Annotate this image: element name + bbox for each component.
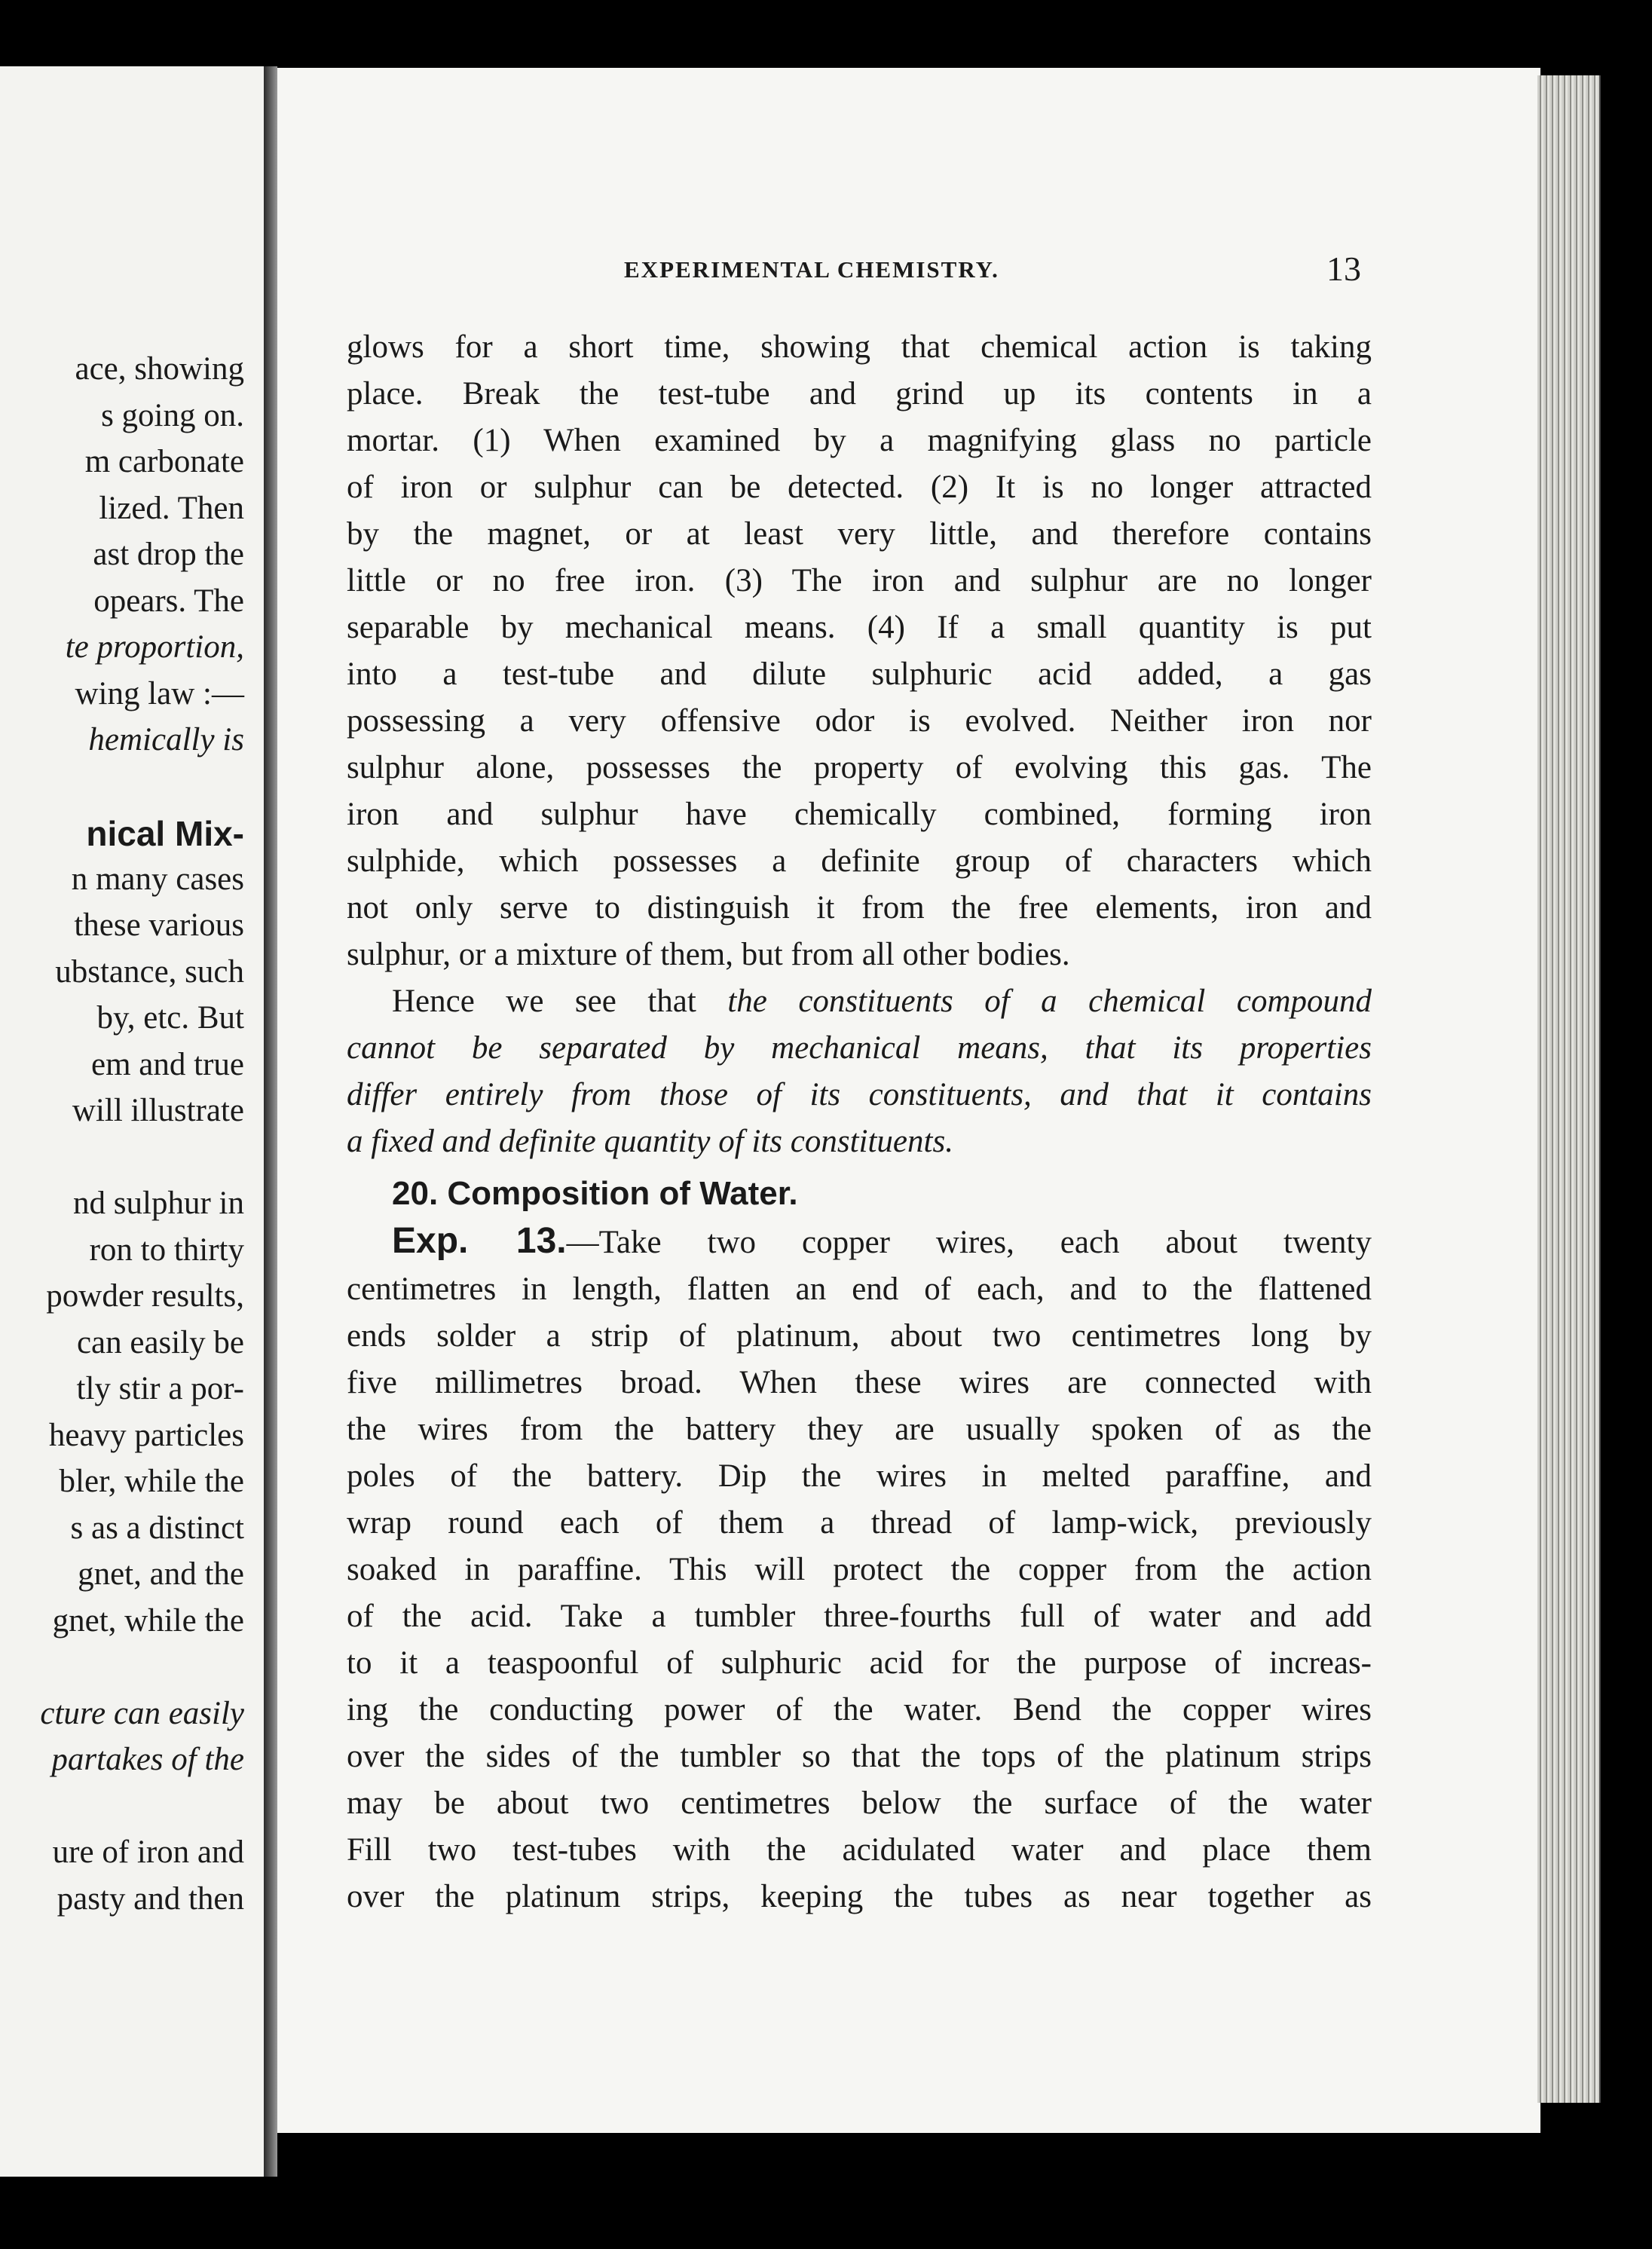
left-page-line: ubstance, such <box>55 953 244 990</box>
italic-text: a fixed and definite quantity of its constituents. <box>347 1124 953 1159</box>
text-line: ends solder a strip of platinum, about two centimetres long by <box>347 1318 1372 1354</box>
exp-first-line: —Take two copper wires, each about twenty <box>566 1225 1372 1260</box>
left-page-line: lized. Then <box>99 490 244 526</box>
left-page-line: ast drop the <box>93 537 244 572</box>
left-page-line: nical Mix- <box>86 814 244 853</box>
book-gutter <box>264 66 277 2177</box>
left-page-line: gnet, while the <box>52 1602 244 1639</box>
text-line: Fill two test-tubes with the acidulated water and place them <box>347 1832 1372 1868</box>
text-line: into a test-tube and dilute sulphuric acid added, a gas <box>347 656 1372 692</box>
left-page-line: m carbonate <box>84 444 244 479</box>
right-page <box>277 68 1540 2133</box>
text-line: five millimetres broad. When these wires are connected with <box>347 1365 1372 1400</box>
page-body <box>347 324 1372 1920</box>
text-line: centimetres in length, flatten an end of each, and to the flattened <box>347 1271 1372 1307</box>
left-page-line: tly stir a por- <box>76 1371 244 1406</box>
text-line <box>347 1118 1372 1165</box>
text-line: the wires from the battery they are usually spoken of as the <box>347 1412 1372 1447</box>
paragraph-experiment-13 <box>347 1218 1372 1920</box>
left-page-line: wing law :— <box>75 675 244 711</box>
experiment-label: Exp. 13. <box>392 1221 567 1261</box>
left-page-line: opears. The <box>93 583 244 619</box>
lead-text: Hence we see that <box>392 984 696 1019</box>
left-page-line: can easily be <box>76 1324 244 1360</box>
text-line: sulphur, or a mixture of them, but from all other bodies. <box>347 937 1070 972</box>
text-line <box>347 1218 1372 1266</box>
left-page-line: nd sulphur in <box>73 1186 244 1221</box>
text-line: not only serve to distinguish it from the free elements, iron and <box>347 890 1372 926</box>
italic-text: cannot be separated by mechanical means, that its properties <box>347 1030 1372 1066</box>
text-line: ing the conducting power of the water. Bend the copper wires <box>347 1692 1372 1727</box>
text-line: over the platinum strips, keeping the tubes as near together as <box>347 1879 1372 1914</box>
left-page-line: heavy particles <box>48 1417 244 1453</box>
left-page-line: s as a distinct <box>70 1510 244 1546</box>
italic-text: the constituents of a chemical compound <box>727 984 1372 1019</box>
left-page-line: will illustrate <box>72 1093 244 1128</box>
text-line <box>347 1072 1372 1118</box>
italic-text: differ entirely from those of its constituents, and that it contains <box>347 1077 1372 1112</box>
left-page-line: cture can easily <box>40 1695 244 1731</box>
text-line: by the magnet, or at least very little, and therefore contains <box>347 516 1372 552</box>
left-page-line: hemically is <box>88 722 244 757</box>
text-line: of the acid. Take a tumbler three-fourths full of water and add <box>347 1599 1372 1634</box>
text-line <box>347 978 1372 1025</box>
text-line: mortar. (1) When examined by a magnifying glass no particle <box>347 423 1372 458</box>
text-line: may be about two centimetres below the surface of the water <box>347 1785 1372 1821</box>
text-line: sulphur alone, possesses the property of evolving this gas. The <box>347 750 1372 785</box>
left-page-fragment <box>0 66 264 2177</box>
running-header: EXPERIMENTAL CHEMISTRY. <box>624 256 999 283</box>
text-line: little or no free iron. (3) The iron and sulphur are no longer <box>347 563 1372 598</box>
left-page-line: n many cases <box>71 861 244 897</box>
page-number: 13 <box>1326 249 1361 288</box>
left-page-line: ure of iron and <box>52 1834 244 1870</box>
page-edges <box>1537 75 1601 2103</box>
text-line: of iron or sulphur can be detected. (2) It is no longer attracted <box>347 470 1372 505</box>
left-page-line: pasty and then <box>57 1880 244 1917</box>
text-line <box>347 1025 1372 1072</box>
left-page-line: em and true <box>91 1046 244 1082</box>
text-line: soaked in paraffine. This will protect the copper from the action <box>347 1552 1372 1587</box>
left-page-line: gnet, and the <box>78 1556 244 1592</box>
left-page-line: ace, showing <box>75 351 244 387</box>
text-line: place. Break the test-tube and grind up its contents in a <box>347 376 1372 412</box>
left-page-line: bler, while the <box>59 1464 244 1499</box>
paragraph-compound-definition <box>347 978 1372 1165</box>
left-page-line: s going on. <box>101 397 244 433</box>
text-line: to it a teaspoonful of sulphuric acid for the purpose of increas- <box>347 1645 1372 1681</box>
text-line: glows for a short time, showing that chemical action is taking <box>347 329 1372 365</box>
left-page-line: partakes of the <box>51 1742 244 1777</box>
text-line: wrap round each of them a thread of lamp-wick, previously <box>347 1505 1372 1541</box>
text-line: iron and sulphur have chemically combined, forming iron <box>347 797 1372 832</box>
left-page-line: by, etc. But <box>96 1000 244 1036</box>
paragraph-iron-sulphide <box>347 324 1372 978</box>
text-line: separable by mechanical means. (4) If a small quantity is put <box>347 610 1372 645</box>
text-line: over the sides of the tumbler so that the tops of the platinum strips <box>347 1739 1372 1774</box>
text-line: possessing a very offensive odor is evolved. Neither iron nor <box>347 703 1372 739</box>
left-page-line: ron to thirty <box>89 1232 244 1268</box>
left-page-line: these various <box>74 907 244 943</box>
text-line: poles of the battery. Dip the wires in melted paraffine, and <box>347 1458 1372 1494</box>
section-heading: 20. Composition of Water. <box>392 1175 798 1212</box>
left-page-line: powder results, <box>46 1278 244 1314</box>
left-page-line: te proportion, <box>65 629 244 665</box>
text-line: sulphide, which possesses a definite group of characters which <box>347 843 1372 879</box>
